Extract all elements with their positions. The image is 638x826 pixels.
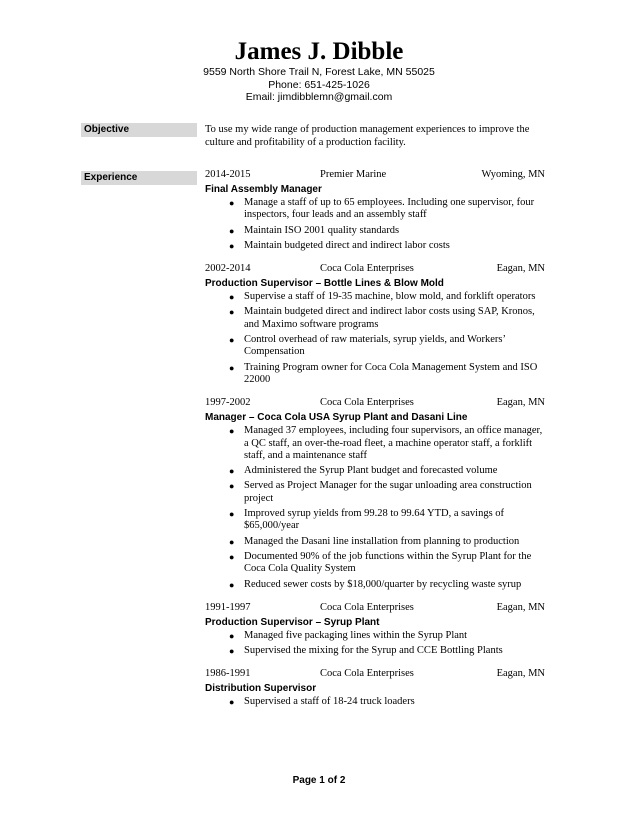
- duties-list: [205, 630, 545, 658]
- job-header: [205, 667, 545, 681]
- resume-header: [0, 38, 638, 104]
- duty-text: Supervised a staff of 18-24 truck loaders: [244, 696, 415, 708]
- duty-item: [205, 551, 545, 576]
- job-years: 2014-2015: [205, 169, 251, 180]
- objective-label: Objective: [81, 123, 197, 137]
- phone: Phone: 651-425-1026: [268, 78, 370, 91]
- job-years: 1986-1991: [205, 668, 251, 680]
- job-company: Coca Cola Enterprises: [320, 263, 414, 275]
- duty-item: [205, 696, 545, 708]
- bullet-icon: ●: [229, 466, 235, 477]
- duty-text: Served as Project Manager for the sugar unloading area construction project: [244, 480, 532, 504]
- duties-list: [205, 696, 545, 708]
- duty-text: Documented 90% of the job functions within the Syrup Plant for the Coca Cola Quality System: [244, 550, 532, 575]
- job-years: 2002-2014: [205, 263, 251, 275]
- job-entry: [205, 168, 545, 252]
- job-years: 1991-1997: [205, 601, 251, 613]
- job-title: Manager – Coca Cola USA Syrup Plant and Dasani Line: [205, 412, 468, 424]
- job-company: Coca Cola Enterprises: [320, 601, 414, 613]
- duty-text: Reduced sewer costs by $18,000/quarter by recycling waste syrup: [244, 578, 522, 590]
- job-title: Final Assembly Manager: [205, 184, 322, 195]
- duty-item: [205, 425, 545, 462]
- duty-text: Maintain ISO 2001 quality standards: [244, 224, 400, 236]
- bullet-icon: ●: [229, 292, 235, 303]
- job-location: Eagan, MN: [496, 668, 545, 680]
- duty-text: Supervise a staff of 19-35 machine, blow mold, and forklift operators: [244, 291, 536, 303]
- job-entry: [205, 601, 545, 658]
- job-location: Wyoming, MN: [481, 169, 545, 180]
- bullet-icon: ●: [229, 551, 235, 562]
- job-company: Coca Cola Enterprises: [320, 397, 414, 409]
- duty-item: [205, 465, 545, 477]
- duty-text: Maintain budgeted direct and indirect labor costs using SAP, Kronos, and Maximo software programs: [244, 306, 535, 330]
- duty-item: [205, 480, 545, 505]
- bullet-icon: ●: [229, 362, 235, 373]
- duties-list: [205, 425, 545, 591]
- bullet-icon: ●: [229, 307, 235, 318]
- duty-item: [205, 291, 545, 303]
- job-header: [205, 262, 545, 276]
- duty-item: [205, 197, 545, 222]
- job-title: Distribution Supervisor: [205, 683, 317, 695]
- duty-item: [205, 508, 545, 533]
- address: 9559 North Shore Trail N, Forest Lake, MN 55025: [203, 66, 435, 78]
- duty-text: Supervised the mixing for the Syrup and CCE Bottling Plants: [244, 645, 503, 657]
- experience-section: [205, 168, 545, 719]
- bullet-icon: ●: [229, 630, 235, 641]
- bullet-icon: ●: [229, 579, 235, 590]
- bullet-icon: ●: [229, 335, 235, 346]
- job-company: Coca Cola Enterprises: [320, 668, 414, 680]
- duty-text: Control overhead of raw materials, syrup yields, and Workers’ Compensation: [244, 334, 506, 358]
- bullet-icon: ●: [229, 646, 235, 657]
- job-years: 1997-2002: [205, 397, 251, 409]
- candidate-name: James J. Dibble: [234, 38, 404, 65]
- duty-item: [205, 240, 545, 252]
- job-entry: [205, 262, 545, 386]
- duty-item: [205, 536, 545, 548]
- job-header: [205, 601, 545, 615]
- bullet-icon: ●: [229, 225, 235, 236]
- bullet-icon: ●: [229, 481, 235, 492]
- page-number: Page 1 of 2: [292, 775, 346, 786]
- duty-item: [205, 225, 545, 237]
- duty-text: Administered the Syrup Plant budget and forecasted volume: [244, 465, 498, 477]
- job-title: Production Supervisor – Bottle Lines & Blow Mold: [205, 278, 444, 290]
- duty-item: [205, 334, 545, 359]
- duty-item: [205, 579, 545, 591]
- bullet-icon: ●: [229, 198, 235, 208]
- experience-label: Experience: [81, 171, 197, 185]
- duty-text: Improved syrup yields from 99.28 to 99.64 YTD, a savings of $65,000/year: [244, 508, 505, 532]
- bullet-icon: ●: [229, 536, 235, 547]
- job-location: Eagan, MN: [496, 601, 545, 613]
- duty-text: Maintain budgeted direct and indirect labor costs: [244, 239, 450, 251]
- email: Email: jimdibblemn@gmail.com: [245, 91, 393, 103]
- job-entry: [205, 396, 545, 591]
- job-company: Premier Marine: [320, 169, 387, 180]
- job-entry: [205, 667, 545, 708]
- job-header: [205, 396, 545, 410]
- duties-list: [205, 197, 545, 252]
- duty-text: Manage a staff of up to 65 employees. Including one supervisor, four inspectors, four leads and an assembly staff: [244, 197, 535, 221]
- bullet-icon: ●: [229, 426, 235, 437]
- duty-item: [205, 645, 545, 657]
- job-title: Production Supervisor – Syrup Plant: [205, 616, 380, 628]
- objective-text: To use my wide range of production management experiences to improve the culture and profitability of a production facility.: [205, 124, 530, 148]
- job-location: Eagan, MN: [496, 397, 545, 409]
- duty-item: [205, 630, 545, 642]
- bullet-icon: ●: [229, 697, 235, 708]
- duty-text: Managed the Dasani line installation from planning to production: [244, 535, 520, 547]
- duty-item: [205, 362, 545, 387]
- bullet-icon: ●: [229, 240, 235, 251]
- duty-text: Managed 37 employees, including four supervisors, an office manager, a QC staff, an over-the-road fleet, a machine operator staff, a forklift staff, and a maintenance staff: [244, 425, 543, 461]
- duties-list: [205, 291, 545, 386]
- duty-text: Managed five packaging lines within the Syrup Plant: [244, 629, 468, 641]
- duty-item: [205, 306, 545, 331]
- bullet-icon: ●: [229, 509, 235, 520]
- job-location: Eagan, MN: [496, 263, 545, 275]
- duty-text: Training Program owner for Coca Cola Management System and ISO 22000: [244, 361, 538, 385]
- job-header: [205, 168, 545, 182]
